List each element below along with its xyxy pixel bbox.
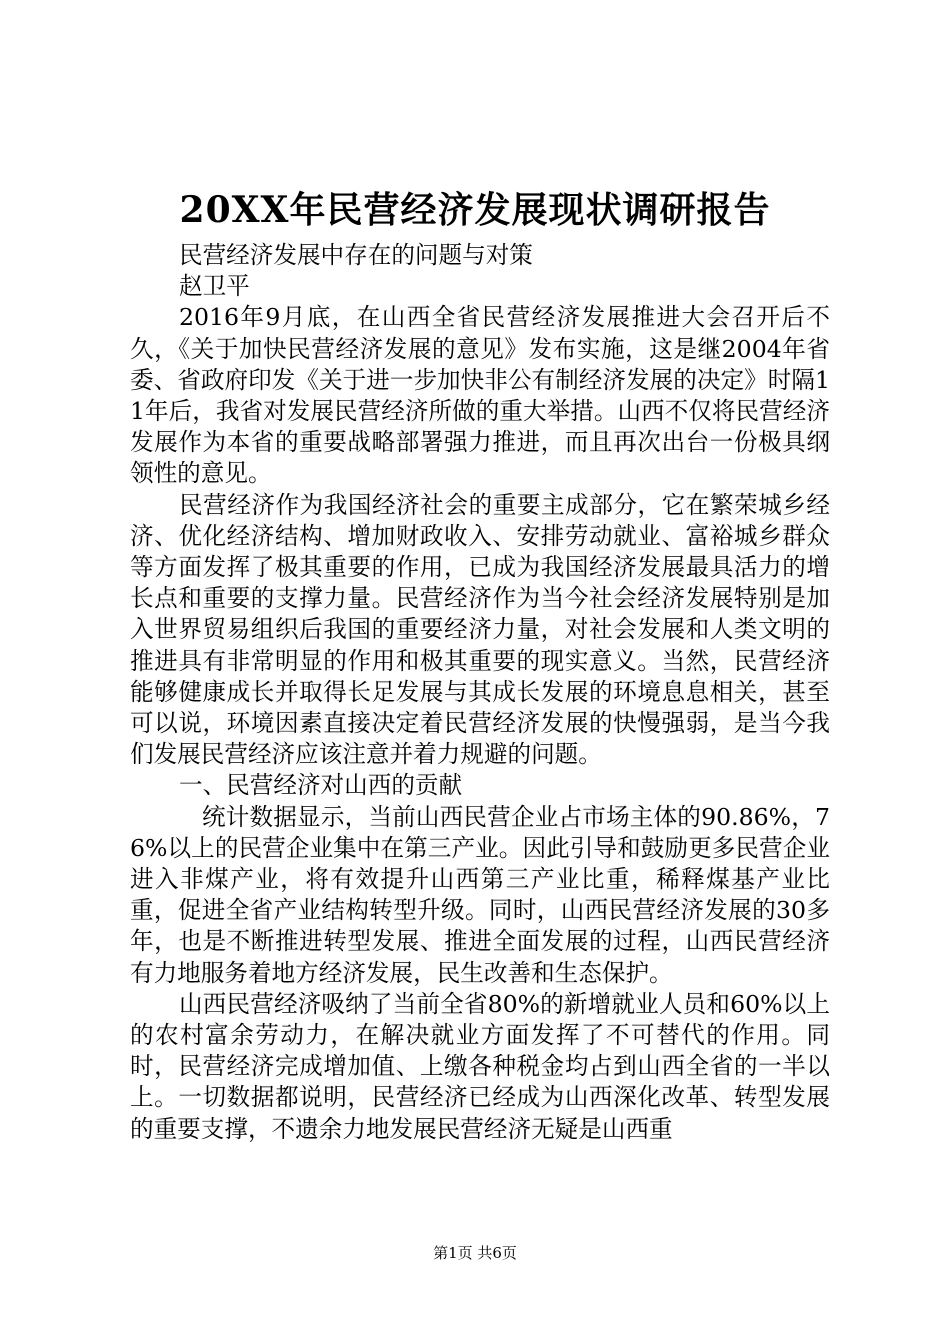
document-title: 20XX年民营经济发展现状调研报告: [179, 189, 771, 231]
document-subtitle: 民营经济发展中存在的问题与对策: [179, 241, 533, 269]
section-heading: 一、民营经济对山西的贡献: [179, 771, 463, 800]
page-footer: 第1页 共6页: [433, 1244, 517, 1262]
body-paragraph: 民营经济作为我国经济社会的重要主成部分，它在繁荣城乡经济、优化经济结构、增加财政收入、安排劳动就业、富裕城乡群众等方面发挥了极其重要的作用，已成为我国经济发展最具活力的增长点和重要的支撑力量。民营经济作为当今社会经济发展特别是加入世界贸易组织后我国的重要经济力量，对社会发展和人类文明的推进具有非常明显的作用和极其重要的现实意义。当然，民营经济能够健康成长并取得长足发展与其成长发展的环境息息相关，甚至可以说，环境因素直接决定着民营经济发展的快慢强弱，是当今我们发展民营经济应该注意并着力规避的问题。: [130, 490, 830, 769]
body-paragraph: 2016年9月底，在山西全省民营经济发展推进大会召开后不久，《关于加快民营经济发展的意见》发布实施，这是继2004年省委、省政府印发《关于进一步加快非公有制经济发展的决定》时隔11年后，我省对发展民营经济所做的重大举措。山西不仅将民营经济发展作为本省的重要战略部署强力推进，而且再次出台一份极具纲领性的意见。: [130, 303, 830, 488]
body-paragraph: 统计数据显示，当前山西民营企业占市场主体的90.86%，76%以上的民营企业集中在第三产业。因此引导和鼓励更多民营企业进入非煤产业，将有效提升山西第三产业比重，稀释煤基产业比重，促进全省产业结构转型升级。同时，山西民营经济发展的30多年，也是不断推进转型发展、推进全面发展的过程，山西民营经济有力地服务着地方经济发展，民生改善和生态保护。: [130, 802, 830, 987]
body-paragraph: 山西民营经济吸纳了当前全省80%的新增就业人员和60%以上的农村富余劳动力，在解决就业方面发挥了不可替代的作用。同时，民营经济完成增加值、上缴各种税金均占到山西全省的一半以上。一切数据都说明，民营经济已经成为山西深化改革、转型发展的重要支撑，不遗余力地发展民营经济无疑是山西重: [130, 989, 830, 1143]
document-author: 赵卫平: [179, 272, 250, 301]
document-body: [130, 240, 830, 1145]
